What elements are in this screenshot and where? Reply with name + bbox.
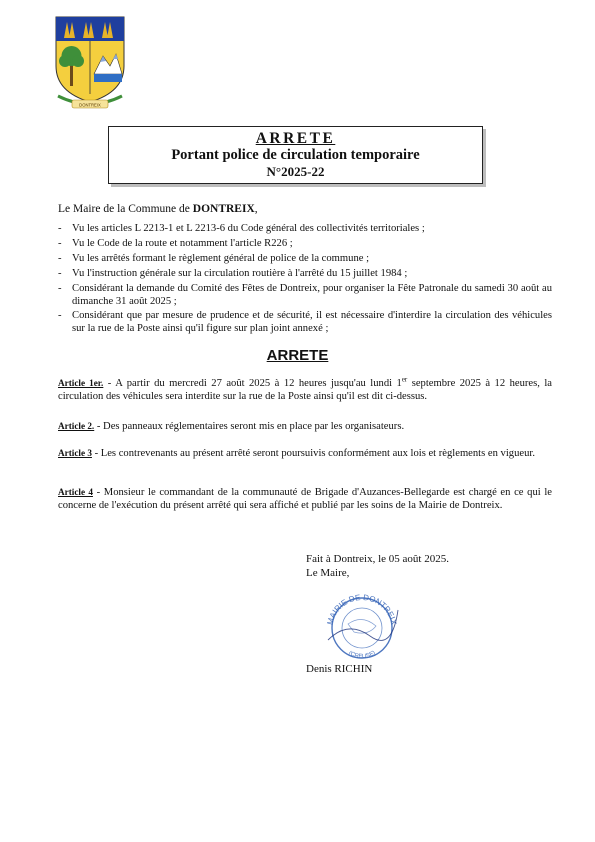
signer-name: Denis RICHIN (306, 663, 373, 675)
decree-subtitle: Portant police de circulation temporaire (171, 147, 420, 163)
article-2: Article 2. - Des panneaux réglementaires seront mis en place par les organisateurs. (58, 421, 405, 432)
signature-role: Le Maire, (306, 567, 350, 579)
intro-line (58, 203, 258, 215)
stamp-text: MAIRIE DE DONTREIX (325, 592, 399, 626)
consideration-item: - Considérant la demande du Comité des Fêtes de Dontreix, pour organiser la Fête Patronale du samedi 30 août au dimanche 31 août 2025 ; (58, 282, 552, 307)
commune-name: DONTREIX (192, 203, 255, 215)
mayor-stamp (318, 590, 406, 660)
considerations-list (58, 223, 552, 336)
article-1: Article 1er. - A partir du mercredi 27 août 2025 à 12 heures jusqu'au lundi 1er septembre 2025 à 12 heures, la circulation des véhicules sera interdite sur la rue de la Poste ainsi qu'il est dit ci-dessus. (58, 375, 552, 403)
consideration-item: - Considérant que par mesure de prudence et de sécurité, il est nécessaire d'interdire la circulation des véhicules sur la rue de la Poste ainsi qu'il figure sur plan joint annexé ; (58, 310, 552, 335)
decree-title: ARRETE (255, 130, 336, 147)
intro-suffix: , (254, 203, 258, 215)
commune-coat-of-arms (52, 14, 128, 112)
article-4: Article 4 - Monsieur le commandant de la communauté de Brigade d'Auzances-Bellegarde est chargé en ce qui le concerne de l'exécution du présent arrêté qui sera affiché et publié par les soins de la Mairie de Dontreix. (58, 487, 552, 512)
consideration-item: - Vu le Code de la route et notamment l'article R226 ; (58, 237, 293, 249)
intro-prefix: Le Maire de la Commune de (58, 203, 193, 215)
article-label: Article 1er. (58, 378, 104, 388)
decree-header-box (108, 126, 483, 184)
article-label: Article 4 (58, 487, 93, 497)
svg-text:DONTREIX: DONTREIX (79, 102, 101, 108)
arrete-heading: ARRETE (266, 347, 329, 364)
article-label: Article 3 (58, 448, 92, 458)
svg-text:(CREUSE) (347, 650, 377, 660)
signature-place-date: Fait à Dontreix, le 05 août 2025. (306, 553, 449, 565)
svg-text:MAIRIE DE DONTREIX (325, 593, 398, 626)
article-3: Article 3 - Les contrevenants au présent arrêté seront poursuivis conformément aux lois et règlements en vigueur. (58, 448, 535, 459)
stamp-subtext: (CREUSE) (347, 650, 377, 660)
consideration-item: - Vu les articles L 2213-1 et L 2213-6 du Code général des collectivités territoriales ; (58, 223, 425, 234)
consideration-item: - Vu les arrêtés formant le règlement général de police de la commune ; (58, 252, 370, 264)
article-label: Article 2. (58, 421, 95, 431)
decree-number: N°2025-22 (266, 164, 325, 179)
consideration-item: - Vu l'instruction générale sur la circulation routière à l'arrêté du 15 juillet 1984 ; (58, 267, 408, 279)
